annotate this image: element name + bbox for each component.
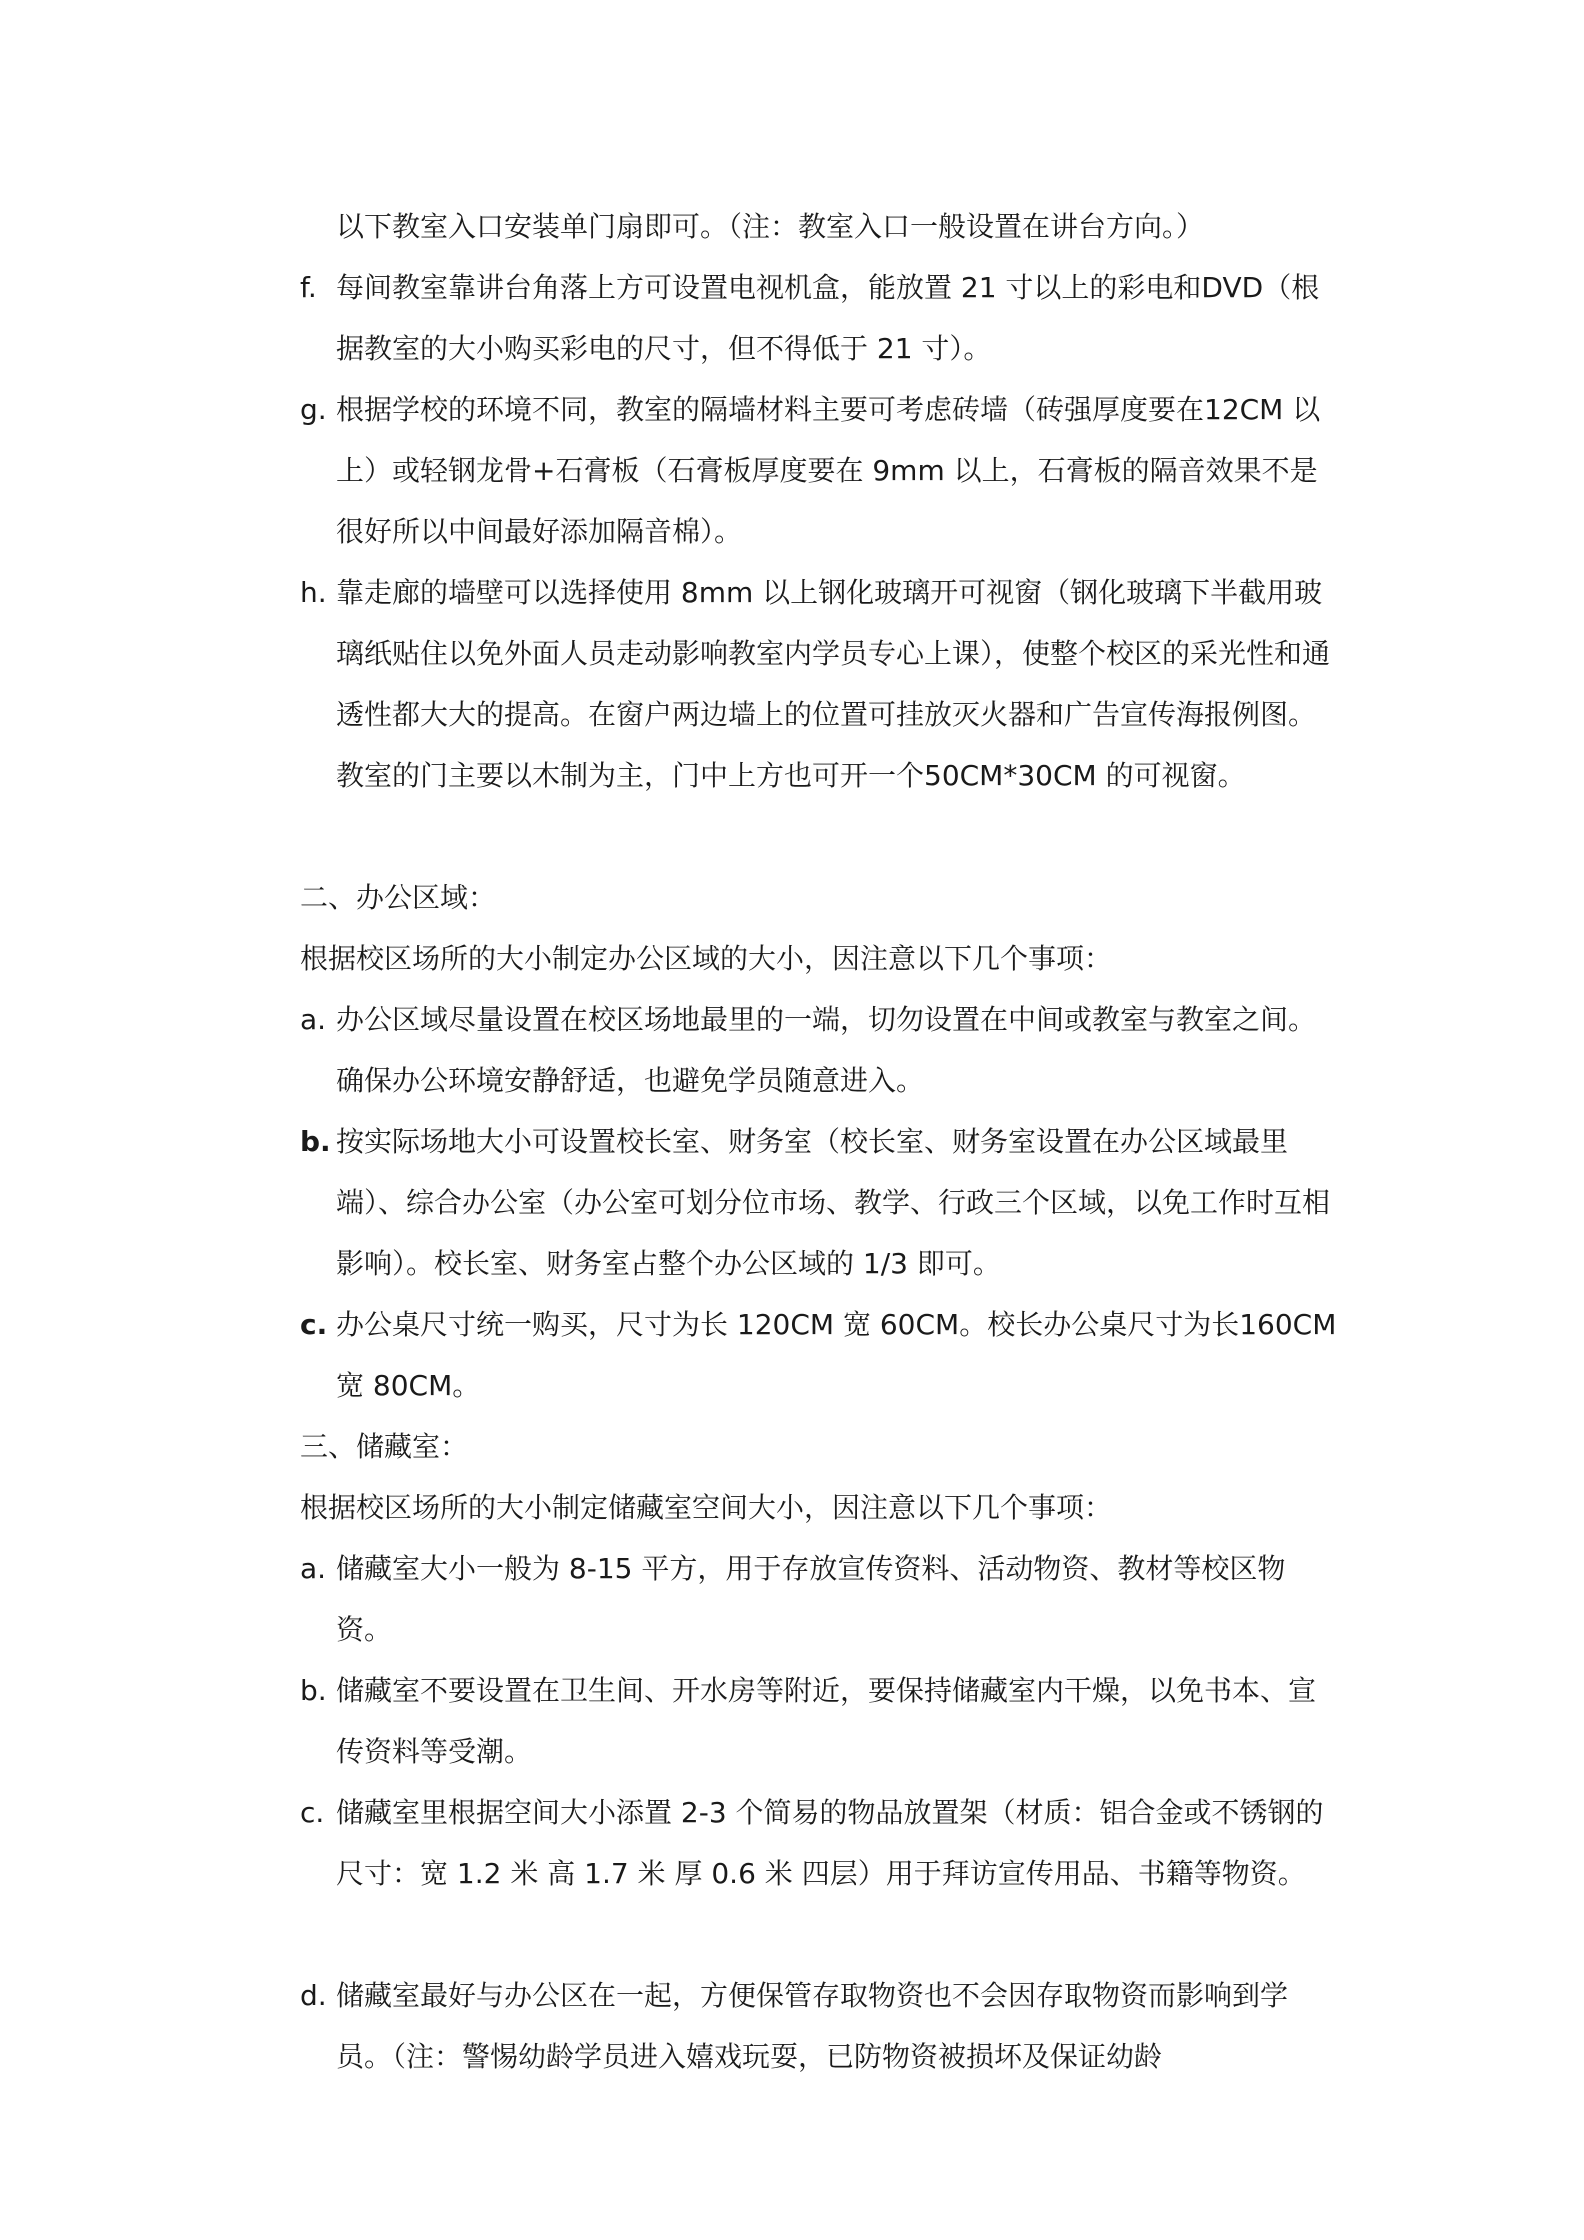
list-marker: a. — [300, 1003, 327, 1036]
list-item-text: 按实际场地大小可设置校长室、财务室（校长室、财务室设置在办公区域最里端）、综合办公室（办公室可划分位市场、教学、行政三个区域，以免工作时互相影响）。校长室、财务室占整个办公区域的 1/3 即可。 — [336, 1125, 1331, 1280]
list-item-f — [300, 257, 1340, 379]
list-marker: b. — [300, 1125, 331, 1158]
list-item-text: 办公区域尽量设置在校区场地最里的一端，切勿设置在中间或教室与教室之间。确保办公环境安静舒适，也避免学员随意进入。 — [336, 1003, 1317, 1097]
list-item-a — [300, 989, 1340, 1111]
list-item-b — [300, 1660, 1340, 1782]
list-item-d — [300, 1965, 1340, 2087]
list-item-g — [300, 379, 1340, 562]
section-intro-office: 根据校区场所的大小制定办公区域的大小，因注意以下几个事项： — [300, 942, 1113, 975]
list-item-c — [300, 1782, 1340, 1904]
list-marker: f. — [300, 271, 317, 304]
list-item-text: 每间教室靠讲台角落上方可设置电视机盒，能放置 21 寸以上的彩电和DVD（根据教室的大小购买彩电的尺寸，但不得低于 21 寸）。 — [336, 271, 1320, 365]
list-item-b — [300, 1111, 1340, 1294]
list-marker: h. — [300, 576, 327, 609]
list-item-text: 储藏室大小一般为 8-15 平方，用于存放宣传资料、活动物资、教材等校区物资。 — [336, 1552, 1286, 1646]
list-item-h — [300, 562, 1340, 806]
list-marker: c. — [300, 1308, 328, 1341]
list-item-text: 根据学校的环境不同，教室的隔墙材料主要可考虑砖墙（砖强厚度要在12CM 以上）或轻钢龙骨+石膏板（石膏板厚度要在 9mm 以上，石膏板的隔音效果不是很好所以中间最好添加隔音棉）。 — [336, 393, 1321, 548]
list-item-c — [300, 1294, 1340, 1416]
list-marker: a. — [300, 1552, 327, 1585]
list-marker: g. — [300, 393, 327, 426]
list-item-text: 储藏室不要设置在卫生间、开水房等附近，要保持储藏室内干燥，以免书本、宣传资料等受潮。 — [336, 1674, 1317, 1768]
list-marker: b. — [300, 1674, 327, 1707]
list-item-text: 办公桌尺寸统一购买，尺寸为长 120CM 宽 60CM。校长办公桌尺寸为长160CM 宽 80CM。 — [336, 1308, 1337, 1402]
list-item-text: 储藏室最好与办公区在一起，方便保管存取物资也不会因存取物资而影响到学员。（注：警惕幼龄学员进入嬉戏玩耍，已防物资被损坏及保证幼龄 — [336, 1979, 1289, 2073]
list-item-text: 储藏室里根据空间大小添置 2-3 个简易的物品放置架（材质：铝合金或不锈钢的 尺寸：宽 1.2 米 高 1.7 米 厚 0.6 米 四层）用于拜访宣传用品、书籍等物资。 — [336, 1796, 1324, 1890]
list-item-a — [300, 1538, 1340, 1660]
list-marker: c. — [300, 1796, 325, 1829]
list-item-text: 靠走廊的墙壁可以选择使用 8mm 以上钢化玻璃开可视窗（钢化玻璃下半截用玻璃纸贴住以免外面人员走动影响教室内学员专心上课），使整个校区的采光性和通透性都大大的提高。在窗户两边墙上的位置可挂放灭火器和广告宣传海报例图。教室的门主要以木制为主，门中上方也可开一个50CM*30CM 的可视窗。 — [336, 576, 1331, 792]
section-heading-office: 二、办公区域： — [300, 881, 497, 914]
section-heading-storage: 三、储藏室： — [300, 1430, 469, 1463]
continuation-line: 以下教室入口安装单门扇即可。（注：教室入口一般设置在讲台方向。） — [336, 210, 1205, 243]
list-marker: d. — [300, 1979, 327, 2012]
section-intro-storage: 根据校区场所的大小制定储藏室空间大小，因注意以下几个事项： — [300, 1491, 1113, 1524]
